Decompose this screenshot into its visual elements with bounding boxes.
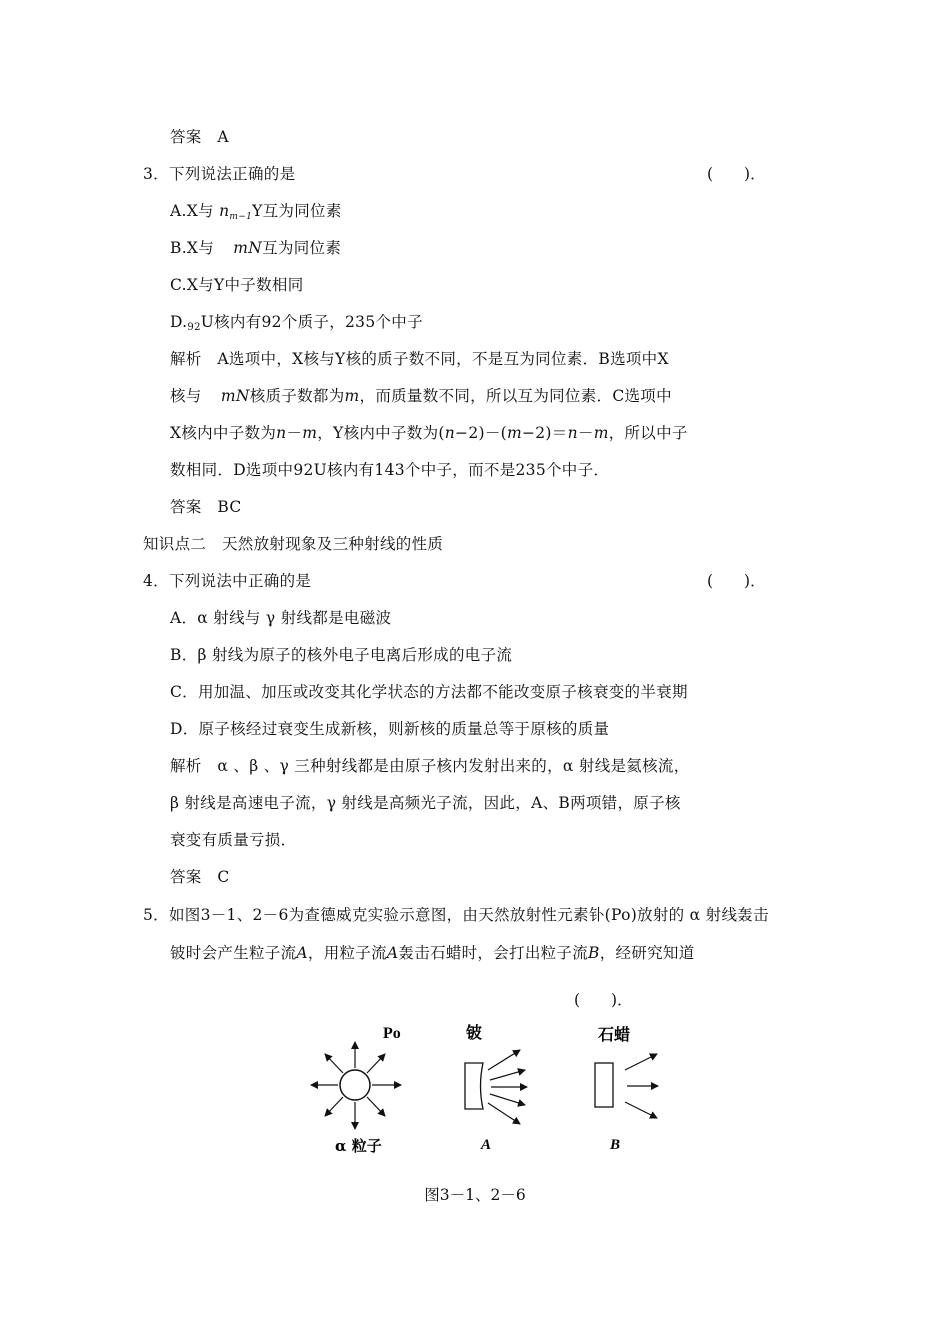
chadwick-experiment-figure (305, 1018, 675, 1163)
q4-option-b: B．β 射线为原子的核外电子电离后形成的电子流 (170, 646, 513, 664)
particle-b-label: B (610, 1137, 621, 1153)
question-number: 5． (143, 906, 169, 924)
beryllium-label: 铍 (466, 1023, 483, 1042)
question-5-line-2: 铍时会产生粒子流A，用粒子流A轰击石蜡时，会打出粒子流B，经研究知道 (170, 944, 695, 962)
answer-blank: ( )． (707, 165, 766, 183)
q3-option-b: B.X与 mN互为同位素 (170, 239, 342, 257)
particle-arrow (625, 1102, 657, 1118)
po-label: Po (383, 1025, 401, 1042)
analysis-label: 解析 (170, 350, 202, 368)
q4-analysis-2: β 射线是高速电子流，γ 射线是高频光子流，因此，A、B两项错，原子核 (170, 794, 681, 812)
question-number: 4． (143, 572, 169, 590)
q3-option-a: A.X与 $n_{m-1}Y$互为同位素 (170, 202, 342, 222)
ray-arrow (325, 1054, 343, 1073)
figure-caption: 图3－1、2－6 (424, 1186, 526, 1204)
answer-label: 答案 (170, 128, 202, 146)
q3-option-d: D.92U核内有92个质子，235个中子 (170, 313, 423, 333)
paraffin-plate (595, 1063, 613, 1107)
question-number: 3． (143, 165, 169, 183)
answer-label: 答案 (170, 868, 202, 886)
beryllium-target (465, 1050, 527, 1124)
answer-value: A (217, 128, 229, 146)
question-5-stem (143, 905, 769, 925)
q4-analysis-3: 衰变有质量亏损． (170, 831, 297, 849)
ray-arrow (367, 1054, 385, 1073)
polonium-source (311, 1042, 401, 1129)
q3-analysis-4: 数相同．D选项中92U核内有143个中子，而不是235个中子． (170, 461, 610, 479)
q4-option-d: D．原子核经过衰变生成新核，则新核的质量总等于原核的质量 (170, 720, 610, 738)
question-text: 如图3－1、2－6为查德威克实验示意图，由天然放射性元素钋(Po)放射的 α 射线轰击 (168, 906, 769, 924)
particle-arrow (488, 1103, 520, 1124)
ray-arrow (325, 1097, 343, 1116)
particle-arrow (625, 1054, 657, 1070)
particle-arrow (490, 1094, 525, 1105)
question-text: 下列说法中正确的是 (168, 572, 312, 590)
q3-analysis-3: X核内中子数为n－m，Y核内中子数为(n−2)－(m−2)＝n－m，所以中子 (170, 424, 688, 442)
answer-value: C (217, 868, 230, 886)
particle-a-label: A (481, 1137, 492, 1153)
particle-arrow (488, 1050, 520, 1070)
answer-blank: ( )． (574, 991, 633, 1009)
ray-arrow (367, 1097, 385, 1116)
answer-label: 答案 (170, 498, 202, 516)
particle-a-arrows (488, 1050, 527, 1124)
answer-value: BC (217, 498, 242, 516)
particle-arrow (490, 1070, 525, 1080)
q3-analysis-1: 解析 A选项中，X核与Y核的质子数不同，不是互为同位素．B选项中X (170, 350, 669, 368)
particle-b-arrows (625, 1054, 658, 1118)
q3-option-c: C.X与Y中子数相同 (170, 276, 304, 294)
answer-2 (170, 127, 229, 147)
analysis-label: 解析 (170, 757, 202, 775)
paraffin-label: 石蜡 (598, 1025, 631, 1044)
q4-option-a: A．α 射线与 γ 射线都是电磁波 (170, 609, 392, 627)
section-heading: 知识点二 天然放射现象及三种射线的性质 (143, 535, 444, 553)
q3-analysis-2: 核与 mN核质子数都为m，而质量数不同，所以互为同位素．C选项中 (170, 387, 672, 405)
alpha-particle-label: α 粒子 (335, 1137, 382, 1155)
answer-blank: ( )． (707, 572, 766, 590)
answer-4 (170, 867, 230, 887)
paraffin-target (595, 1054, 658, 1118)
beryllium-plate (465, 1063, 483, 1109)
q4-analysis-1: 解析 α 、β 、γ 三种射线都是由原子核内发射出来的，α 射线是氦核流， (170, 757, 690, 775)
answer-3 (170, 497, 242, 517)
polonium-circle (340, 1070, 370, 1100)
q4-option-c: C．用加温、加压或改变其化学状态的方法都不能改变原子核衰变的半衰期 (170, 683, 688, 701)
question-4-stem (143, 571, 311, 591)
question-text: 下列说法正确的是 (168, 165, 296, 183)
question-3-stem (143, 164, 295, 184)
